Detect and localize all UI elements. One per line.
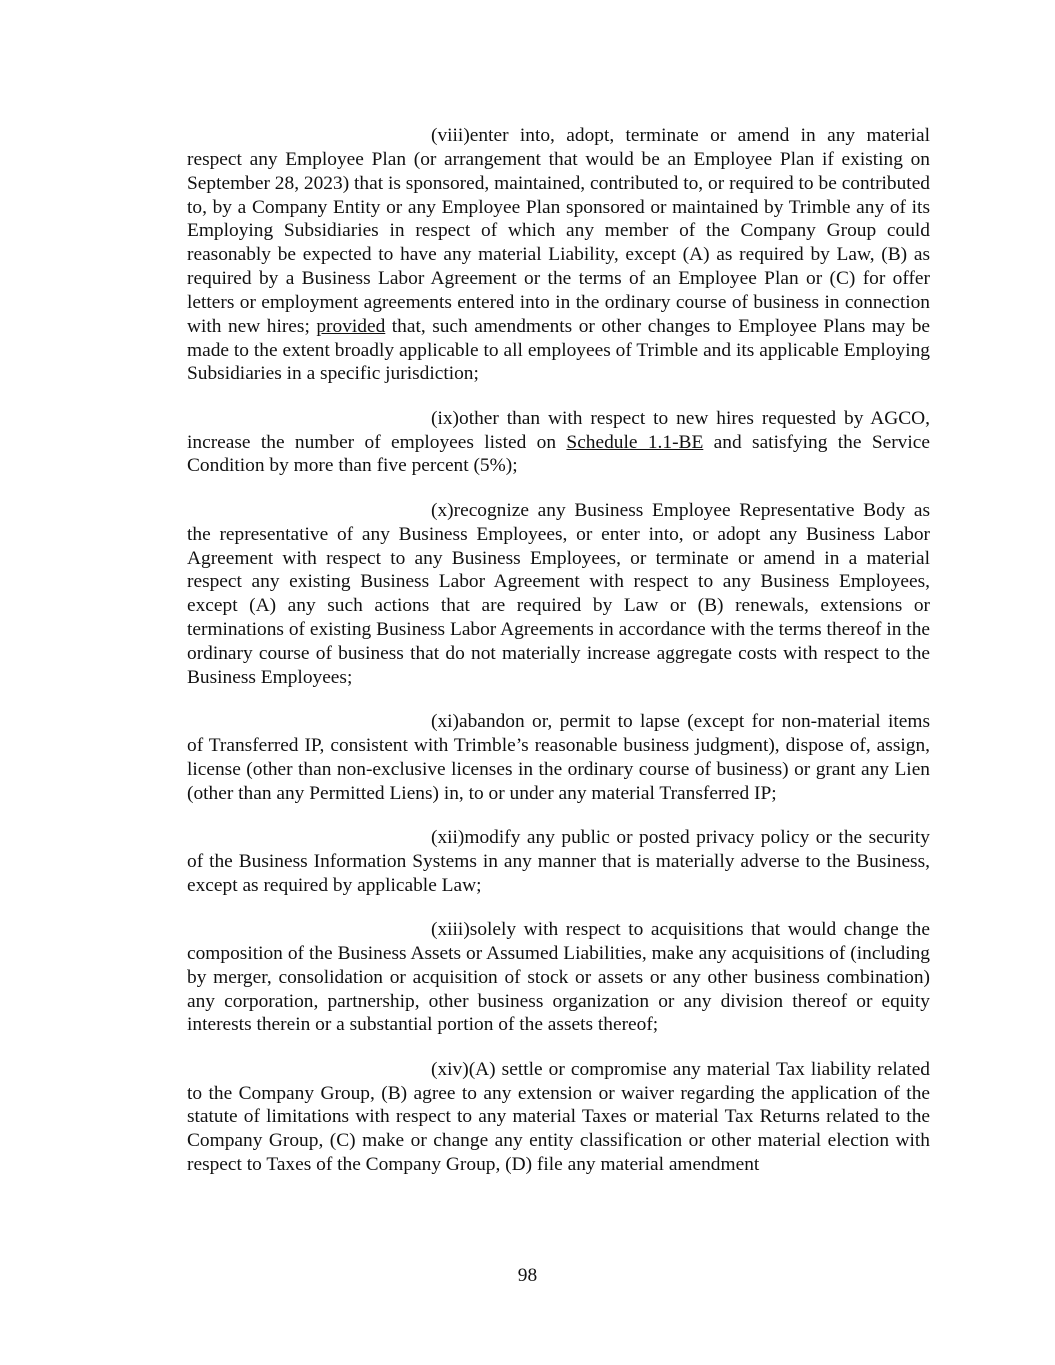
clause-xiv (187, 1058, 930, 1177)
clause-ix (187, 407, 930, 479)
clause-text-continued: and satisfying the Service Condition by more than five percent (5%); (187, 431, 930, 477)
clause-text: other than with respect to new hires requested by AGCO, increase the number of employees listed on (187, 407, 930, 453)
clause-text: abandon or, permit to lapse (except for non-material items of Transferred IP, consistent with Trimble’s reasonable business judgment), dispose of, assign, license (other than non-exclusive licenses in the ordinary course of business) or grant any Lien (other than any Permitted Liens) in, to or under any material Transferred IP; (187, 711, 930, 804)
clause-number: (ix) (431, 407, 459, 429)
clause-number: (xiv) (431, 1058, 469, 1080)
clause-number: (xiii) (431, 918, 470, 940)
clause-viii (187, 124, 930, 386)
clause-text: recognize any Business Employee Representative Body as the representative of any Business Employees, or enter into, or adopt any Business Labor Agreement with respect to any Business Employees, or terminate or amend in a material respect any existing Business Labor Agreement with respect to any Business Employees, except (A) any such actions that are required by Law or (B) renewals, extensions or terminations of existing Business Labor Agreements in accordance with the terms thereof in the ordinary course of business that do not materially increase aggregate costs with respect to the Business Employees; (187, 499, 930, 688)
clause-number: (xi) (431, 711, 459, 733)
clause-text-continued: that, such amendments or other changes to Employee Plans may be made to the extent broadly applicable to all employees of Trimble and its applicable Employing Subsidiaries in a specific jurisdiction; (187, 315, 930, 385)
clause-xii (187, 826, 930, 898)
page-number: 98 (517, 1265, 538, 1286)
clause-number: (x) (431, 499, 454, 521)
clause-xi (187, 710, 930, 805)
document-body (187, 124, 930, 1197)
defined-term-provided: provided (316, 315, 386, 337)
clause-x (187, 499, 930, 690)
clause-number: (viii) (431, 125, 470, 146)
clause-text: enter into, adopt, terminate or amend in any material respect any Employee Plan (or arrangement that would be an Employee Plan if existing on September 28, 2023) that is sponsored, maintained, contributed to, or required to be contributed to, by a Company Entity or any Employee Plan sponsored or maintained by Trimble any of its Employing Subsidiaries in respect of which any member of the Company Group could reasonably be expected to have any material Liability, except (A) as required by Law, (B) as required by a Business Labor Agreement or the terms of an Employee Plan or (C) for offer letters or employment agreements entered into in the ordinary course of business in connection with new hires; (187, 125, 930, 337)
clause-text: (A) settle or compromise any material Tax liability related to the Company Group, (B) agree to any extension or waiver regarding the application of the statute of limitations with respect to any material Taxes or material Tax Returns related to the Company Group, (C) make or change any entity classification or other material election with respect to Taxes of the Company Group, (D) file any material amendment (187, 1058, 930, 1176)
clause-text: modify any public or posted privacy policy or the security of the Business Information Systems in any manner that is materially adverse to the Business, except as required by applicable Law; (187, 826, 930, 896)
clause-xiii (187, 918, 930, 1037)
clause-number: (xii) (431, 826, 465, 848)
schedule-reference: Schedule 1.1-BE (566, 431, 704, 453)
clause-text: solely with respect to acquisitions that would change the composition of the Business Assets or Assumed Liabilities, make any acquisitions of (including by merger, consolidation or acquisition of stock or assets or any other business combination) any corporation, partnership, other business organization or any division thereof or equity interests therein or a substantial portion of the assets thereof; (187, 918, 930, 1036)
